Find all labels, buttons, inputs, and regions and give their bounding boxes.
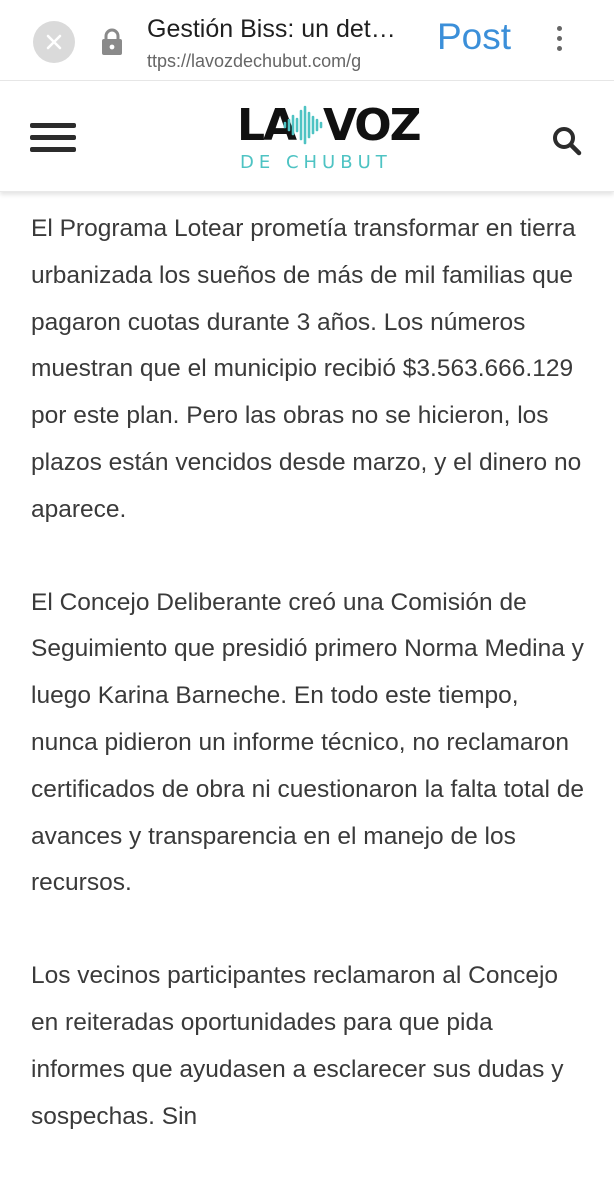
page-title: Gestión Biss: un det…: [147, 15, 396, 43]
search-icon[interactable]: [551, 125, 583, 157]
close-tab-button[interactable]: [33, 21, 75, 63]
menu-icon[interactable]: [30, 123, 76, 151]
article-body: [31, 206, 591, 1186]
lock-icon: [100, 27, 124, 57]
post-button[interactable]: Post: [437, 16, 512, 57]
site-logo[interactable]: [237, 99, 420, 179]
more-vertical-icon[interactable]: [553, 26, 565, 56]
url-text[interactable]: ttps://lavozdechubut.com/g: [147, 51, 362, 71]
logo-word-voz: VOZ: [323, 100, 420, 151]
logo-subtitle: DE CHUBUT: [240, 152, 392, 173]
site-header: [0, 81, 614, 192]
soundwave-icon: [283, 105, 325, 145]
article-paragraph: El Concejo Deliberante creó una Comisión de Seguimiento que presidió primero Norma Medina y luego Karina Barneche. En todo este tiempo, nunca pidieron un informe técnico, no reclamaron certificados de obra ni cuestionaron la falta total de avances y transparencia en el manejo de los recursos.: [31, 588, 584, 897]
logo-word-la: LA: [237, 100, 296, 151]
browser-toolbar: [0, 0, 614, 81]
article-paragraph: Los vecinos participantes reclamaron al Concejo en reiteradas oportunidades para que pida informes que ayudasen a esclarecer sus dudas y sospechas. Sin: [31, 962, 564, 1130]
article-paragraph: El Programa Lotear prometía transformar en tierra urbanizada los sueños de más de mil familias que pagaron cuotas durante 3 años. Los números muestran que el municipio recibió $3.563.666.129 por este plan. Pero las obras no se hicieron, los plazos están vencidos desde marzo, y el dinero no aparece.: [31, 215, 582, 523]
close-icon: [44, 32, 64, 52]
